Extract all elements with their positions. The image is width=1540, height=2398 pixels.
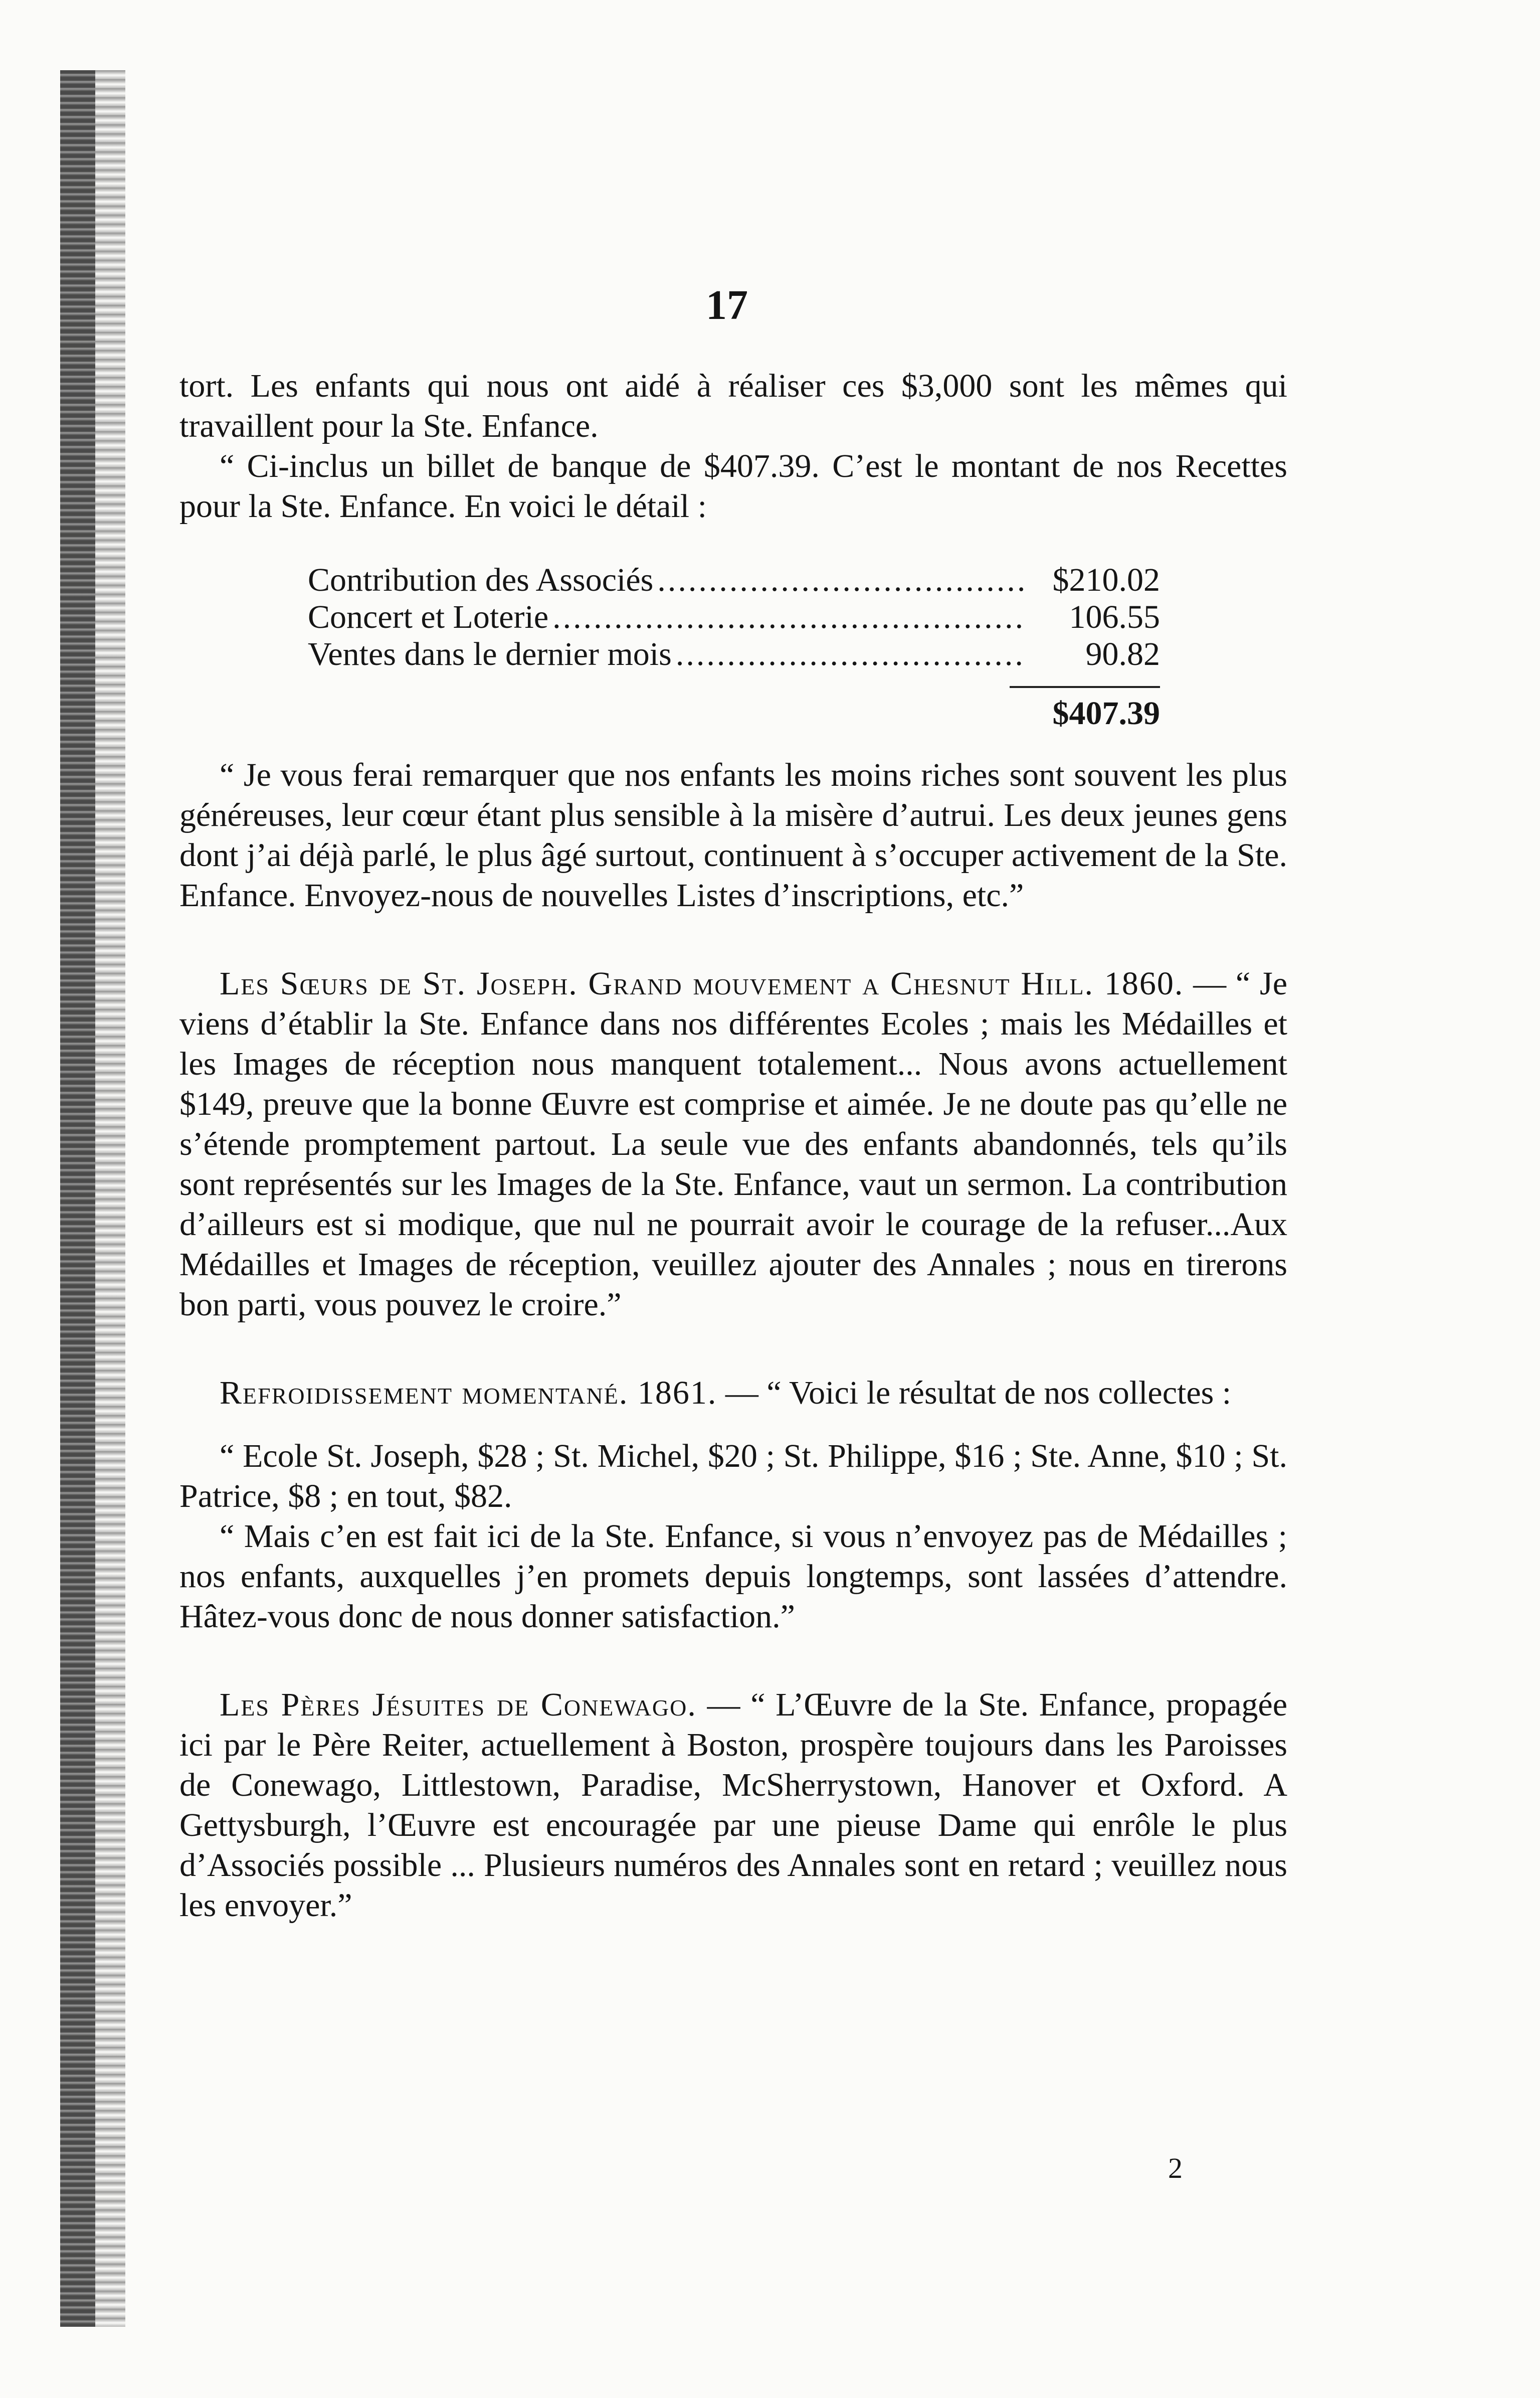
jesuites-paragraph [179,1685,1287,1926]
ledger-total: $407.39 [1052,695,1160,732]
remark-paragraph: “ Je vous ferai remarquer que nos enfants les moins riches sont souvent les plus généreuses, leur cœur étant plus sensible à la misère d’autrui. Les deux jeunes gens dont j’ai déjà parlé, le plus âgé surtout, continuent à s’occuper activement de la Ste. Enfance. Envoyez-nous de nouvelles Listes d’inscriptions, etc.” [179,757,1287,914]
ledger-row [308,636,1160,673]
soeurs-paragraph [179,964,1287,1325]
text-column [179,366,1287,1926]
section-body: — “ L’Œuvre de la Ste. Enfance, propagée ici par le Père Reiter, actuellement à Boston, prospère toujours dans les Paroisses de Conewago, Littlestown, Paradise, McSherrystown, Hanover et Oxford. A Gettysburgh, l’Œuvre est encouragée par une pieuse Dame qui enrôle le plus d’Associés possible ... Plusieurs numéros des Annales sont en retard ; veuillez nous les envoyer.” [179,1686,1287,1924]
section-heading: Refroidissement momentané. 1861. [220,1375,717,1411]
ledger-amount: $210.02 [1052,562,1160,598]
binding-edge [60,70,95,2327]
ledger-leader [676,636,1026,673]
section-body: — “ Voici le résultat de nos collectes : [725,1375,1232,1411]
ledger-label: Concert et Loterie [308,599,549,635]
receipts-ledger [308,562,1160,732]
collections-quote: “ Ecole St. Joseph, $28 ; St. Michel, $20 ; St. Philippe, $16 ; Ste. Anne, $10 ; St. Patrice, $8 ; en tout, $82. [179,1438,1287,1514]
page-number: 17 [706,282,748,328]
ledger-label: Ventes dans le dernier mois [308,636,672,672]
refroidissement-paragraph [179,1373,1287,1413]
section-body: — “ Je viens d’établir la Ste. Enfance dans nos différentes Ecoles ; mais les Médailles et les Images de réception nous manquent totalement... Nous avons actuellement $149, preuve que la bonne Œuvre est comprise et aimée. Je ne doute pas qu’elle ne s’étende promptement partout. La seule vue des enfants abandonnés, tels qu’ils sont représentés sur les Images de la Ste. Enfance, vaut un sermon. La contribution d’ailleurs est si modique, que nul ne pourrait avoir le courage de la refuser...Aux Médailles et Images de réception, veuillez ajouter des Annales ; nous en tirerons bon parti, vous pouvez le croire.” [179,965,1287,1323]
section-heading: Les Pères Jésuites de Conewago. [220,1686,697,1723]
intro-paragraph: tort. Les enfants qui nous ont aidé à réaliser ces $3,000 sont les mêmes qui travaillent pour la Ste. Enfance. [179,368,1287,444]
binding-shadow [95,70,125,2327]
section-heading: Les Sœurs de St. Joseph. Grand mouvement a Chesnut Hill. 1860. [220,965,1184,1002]
ledger-amount: 90.82 [1085,636,1160,672]
ledger-rule [1010,686,1160,688]
ledger-leader [552,599,1026,636]
signature-mark: 2 [1168,2152,1183,2184]
ledger-row [308,562,1160,599]
ledger-row [308,599,1160,636]
intro-quote: “ Ci-inclus un billet de banque de $407.39. C’est le montant de nos Recettes pour la Ste. Enfance. En voici le détail : [179,448,1287,525]
ledger-leader [657,562,1026,599]
medals-quote: “ Mais c’en est fait ici de la Ste. Enfance, si vous n’envoyez pas de Médailles ; nos enfants, auxquelles j’en promets depuis longtemps, sont lassées d’attendre. Hâtez-vous donc de nous donner satisfaction.” [179,1518,1287,1635]
ledger-amount: 106.55 [1069,599,1160,635]
ledger-label: Contribution des Associés [308,562,654,598]
